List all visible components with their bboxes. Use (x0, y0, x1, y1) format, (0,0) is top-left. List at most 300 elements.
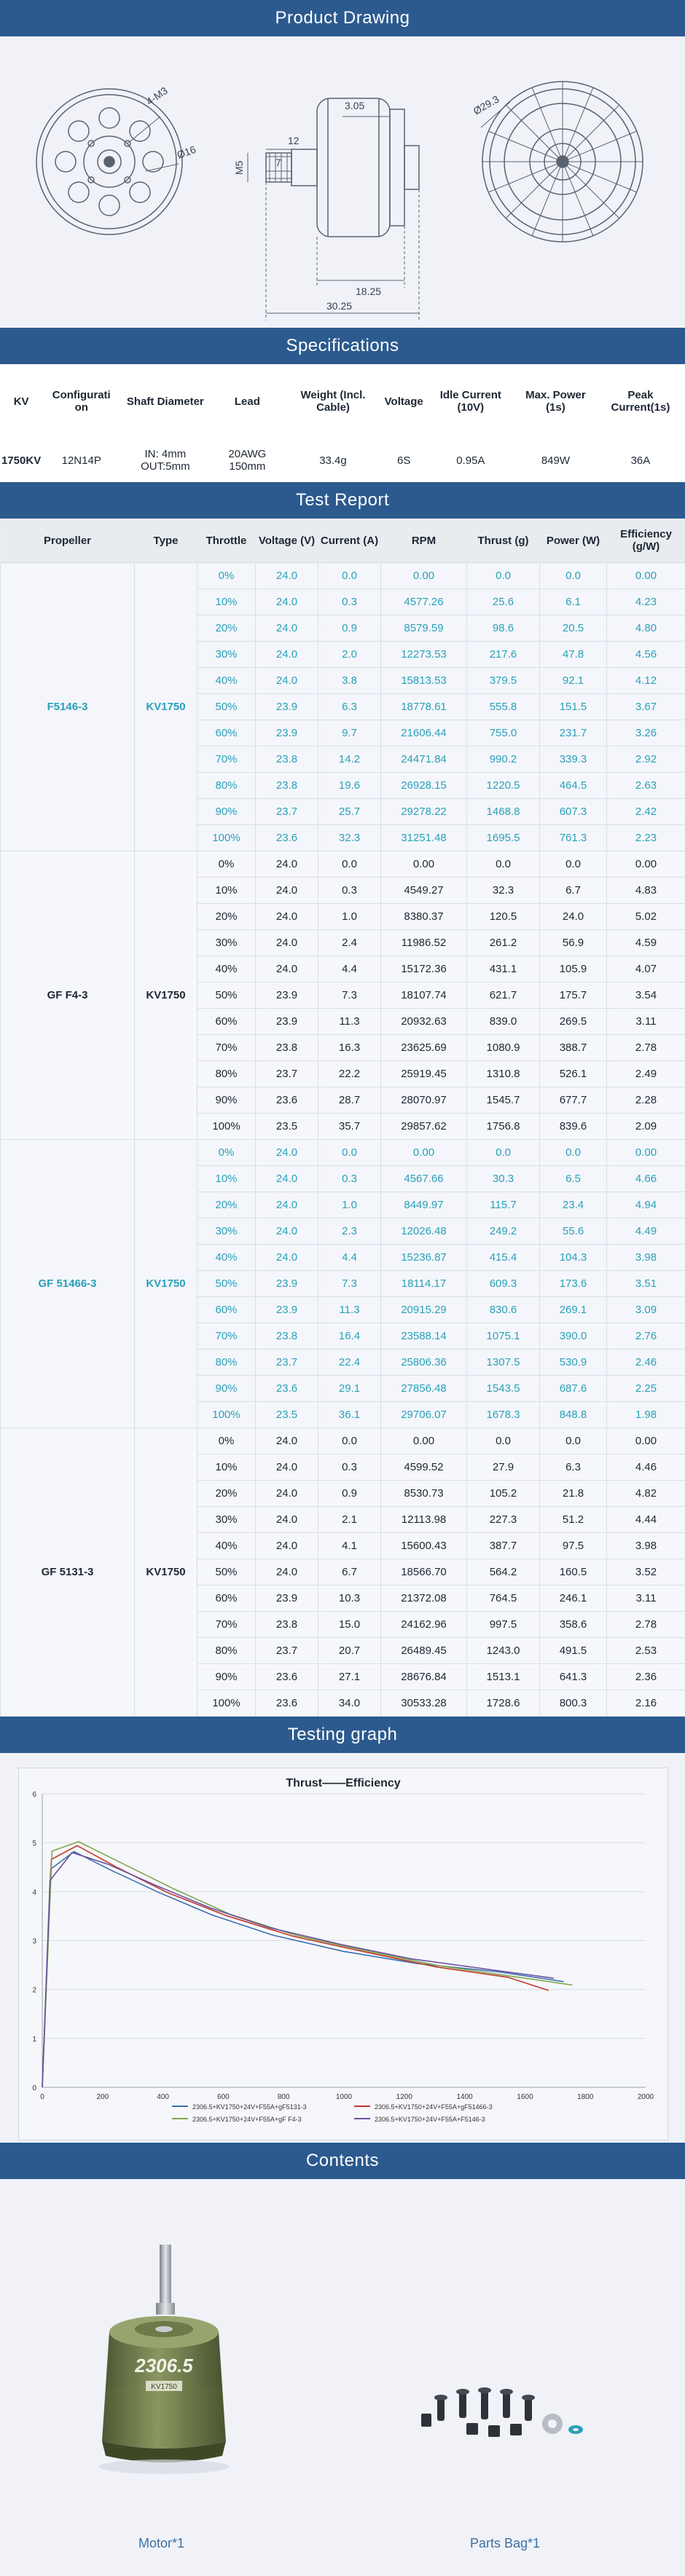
table-cell: 431.1 (467, 956, 540, 982)
table-cell: 5.02 (607, 904, 685, 930)
propeller-cell: GF F4-3 (1, 851, 135, 1140)
table-cell: 21606.44 (381, 720, 467, 747)
table-cell: 70% (197, 1612, 256, 1638)
table-cell: 14.2 (318, 747, 381, 773)
dim-305-label: 3.05 (345, 100, 364, 111)
table-cell: 0.0 (467, 1140, 540, 1166)
table-cell: 30.3 (467, 1166, 540, 1192)
table-cell: 2.76 (607, 1323, 685, 1350)
y-tick-label: 3 (32, 1938, 36, 1946)
table-cell: 4.80 (607, 615, 685, 642)
table-cell: 1310.8 (467, 1061, 540, 1087)
dim-3025-label: 30.25 (326, 300, 352, 312)
table-cell: 100% (197, 1402, 256, 1428)
table-cell: 0.9 (318, 1481, 381, 1507)
test-header-cell: Voltage (V) (256, 519, 318, 563)
table-cell: 4.59 (607, 930, 685, 956)
table-cell: 60% (197, 1297, 256, 1323)
table-cell: 3.09 (607, 1297, 685, 1323)
table-cell: 1756.8 (467, 1114, 540, 1140)
table-cell: 24.0 (256, 1533, 318, 1559)
table-cell: 23.8 (256, 1612, 318, 1638)
table-cell: 51.2 (540, 1507, 607, 1533)
table-cell: 70% (197, 1035, 256, 1061)
table-cell: 115.7 (467, 1192, 540, 1218)
table-cell: 120.5 (467, 904, 540, 930)
test-header-cell: Current (A) (318, 519, 381, 563)
table-cell: 10% (197, 589, 256, 615)
table-cell: 28.7 (318, 1087, 381, 1114)
table-cell: 22.4 (318, 1350, 381, 1376)
x-tick-label: 1600 (517, 2093, 533, 2101)
table-cell: 23.9 (256, 982, 318, 1009)
table-cell: 4.07 (607, 956, 685, 982)
legend-label: 2306.5+KV1750+24V+F55A+gF F4-3 (192, 2116, 302, 2123)
table-cell: 2.78 (607, 1035, 685, 1061)
table-cell: 1.0 (318, 904, 381, 930)
table-cell: 23.6 (256, 1087, 318, 1114)
table-cell: 27.9 (467, 1454, 540, 1481)
table-cell: 0% (197, 1428, 256, 1454)
table-cell: 1243.0 (467, 1638, 540, 1664)
table-cell: 12273.53 (381, 642, 467, 668)
test-header-cell: Propeller (1, 519, 135, 563)
table-cell: 1.98 (607, 1402, 685, 1428)
table-cell: 848.8 (540, 1402, 607, 1428)
table-cell: 1468.8 (467, 799, 540, 825)
table-cell: 26928.15 (381, 773, 467, 799)
table-cell: 0.0 (467, 1428, 540, 1454)
table-cell: 6.3 (540, 1454, 607, 1481)
table-cell: 1678.3 (467, 1402, 540, 1428)
x-tick-label: 800 (278, 2093, 290, 2101)
dim-m5-label: M5 (233, 160, 245, 175)
table-cell: 0.0 (318, 1428, 381, 1454)
table-cell: 1075.1 (467, 1323, 540, 1350)
dim-bolt-label: 4-M3 (144, 84, 170, 108)
table-cell: 56.9 (540, 930, 607, 956)
legend-label: 2306.5+KV1750+24V+F55A+gF5131-3 (192, 2103, 307, 2111)
table-cell: 231.7 (540, 720, 607, 747)
table-cell: 80% (197, 1350, 256, 1376)
table-cell: 40% (197, 1245, 256, 1271)
table-cell: 6.1 (540, 589, 607, 615)
table-cell: 24.0 (256, 1428, 318, 1454)
table-cell: 24.0 (256, 904, 318, 930)
table-cell: 90% (197, 1087, 256, 1114)
motor-back-view (481, 82, 643, 242)
table-cell: 30% (197, 642, 256, 668)
table-cell: 20% (197, 615, 256, 642)
table-cell: 23.8 (256, 1035, 318, 1061)
table-cell: 21.8 (540, 1481, 607, 1507)
x-tick-label: 0 (40, 2093, 44, 2101)
table-cell: 830.6 (467, 1297, 540, 1323)
table-cell: 390.0 (540, 1323, 607, 1350)
table-cell: 20% (197, 1192, 256, 1218)
table-cell: 0.00 (381, 851, 467, 878)
table-cell: 4599.52 (381, 1454, 467, 1481)
table-cell: 97.5 (540, 1533, 607, 1559)
table-cell: 621.7 (467, 982, 540, 1009)
table-cell: 12113.98 (381, 1507, 467, 1533)
table-cell: 4567.66 (381, 1166, 467, 1192)
table-cell: 2.1 (318, 1507, 381, 1533)
spec-header: Max. Power (1s) (515, 364, 596, 438)
table-cell: 60% (197, 1586, 256, 1612)
section-banner-graph (0, 1717, 685, 1753)
table-cell: 7.3 (318, 982, 381, 1009)
spec-value: 6S (382, 438, 426, 482)
table-cell: 25919.45 (381, 1061, 467, 1087)
spec-value: 1750KV (0, 438, 42, 482)
table-cell: 2.53 (607, 1638, 685, 1664)
table-cell: 32.3 (467, 878, 540, 904)
section-title: Specifications (286, 336, 399, 356)
table-cell: 47.8 (540, 642, 607, 668)
table-cell: 2.28 (607, 1087, 685, 1114)
type-cell: KV1750 (135, 1428, 197, 1717)
table-cell: 23.7 (256, 1638, 318, 1664)
table-cell: 23.6 (256, 1376, 318, 1402)
table-cell: 24162.96 (381, 1612, 467, 1638)
table-cell: 800.3 (540, 1690, 607, 1717)
table-cell: 160.5 (540, 1559, 607, 1586)
table-cell: 2.0 (318, 642, 381, 668)
spec-value: 20AWG 150mm (210, 438, 284, 482)
table-cell: 20.5 (540, 615, 607, 642)
table-cell: 20.7 (318, 1638, 381, 1664)
table-cell: 4.1 (318, 1533, 381, 1559)
table-row (1, 563, 685, 589)
table-cell: 98.6 (467, 615, 540, 642)
table-cell: 25.6 (467, 589, 540, 615)
table-cell: 24.0 (256, 615, 318, 642)
table-cell: 70% (197, 1323, 256, 1350)
table-cell: 23.9 (256, 1009, 318, 1035)
table-cell: 29706.07 (381, 1402, 467, 1428)
table-cell: 90% (197, 1664, 256, 1690)
table-cell: 4.23 (607, 589, 685, 615)
table-cell: 18114.17 (381, 1271, 467, 1297)
table-cell: 24.0 (256, 1166, 318, 1192)
table-cell: 50% (197, 1559, 256, 1586)
table-cell: 80% (197, 1638, 256, 1664)
table-cell: 30% (197, 1218, 256, 1245)
table-cell: 3.98 (607, 1245, 685, 1271)
table-cell: 3.11 (607, 1009, 685, 1035)
propeller-cell: GF 5131-3 (1, 1428, 135, 1717)
spec-value: IN: 4mm OUT:5mm (120, 438, 210, 482)
table-cell: 4577.26 (381, 589, 467, 615)
dim-12-label: 12 (288, 135, 300, 146)
table-cell: 60% (197, 1009, 256, 1035)
table-cell: 0.00 (607, 563, 685, 589)
table-cell: 21372.08 (381, 1586, 467, 1612)
spec-header: Weight (Incl. Cable) (284, 364, 381, 438)
table-cell: 388.7 (540, 1035, 607, 1061)
x-tick-label: 1200 (396, 2093, 413, 2101)
table-cell: 0.00 (381, 1140, 467, 1166)
table-cell: 24.0 (256, 1454, 318, 1481)
table-cell: 10.3 (318, 1586, 381, 1612)
section-title: Contents (306, 2151, 379, 2171)
table-cell: 24.0 (256, 563, 318, 589)
table-cell: 7.3 (318, 1271, 381, 1297)
spec-value: 0.95A (426, 438, 515, 482)
dim-7-label: 7 (275, 157, 281, 168)
propeller-cell: F5146-3 (1, 563, 135, 851)
x-tick-label: 1800 (577, 2093, 594, 2101)
table-cell: 50% (197, 694, 256, 720)
table-cell: 18107.74 (381, 982, 467, 1009)
table-cell: 0.9 (318, 615, 381, 642)
table-cell: 100% (197, 825, 256, 851)
legend-label: 2306.5+KV1750+24V+F55A+gF51466-3 (375, 2103, 493, 2111)
x-tick-label: 1400 (456, 2093, 473, 2101)
table-cell: 3.98 (607, 1533, 685, 1559)
section-banner-test (0, 482, 685, 519)
parts-caption: Parts Bag*1 (470, 2536, 540, 2551)
motor-print: 2306.5 (134, 2355, 193, 2376)
table-cell: 0.00 (381, 1428, 467, 1454)
type-cell: KV1750 (135, 1140, 197, 1428)
table-cell: 755.0 (467, 720, 540, 747)
table-cell: 24.0 (256, 1481, 318, 1507)
table-cell: 4.83 (607, 878, 685, 904)
table-cell: 23.7 (256, 1350, 318, 1376)
table-cell: 0% (197, 851, 256, 878)
x-tick-label: 200 (96, 2093, 109, 2101)
spec-header: Lead (210, 364, 284, 438)
table-cell: 18566.70 (381, 1559, 467, 1586)
table-cell: 90% (197, 1376, 256, 1402)
y-tick-label: 5 (32, 1840, 36, 1848)
table-cell: 80% (197, 1061, 256, 1087)
table-cell: 3.26 (607, 720, 685, 747)
table-cell: 23.5 (256, 1114, 318, 1140)
table-row (1, 851, 685, 878)
table-cell: 30533.28 (381, 1690, 467, 1717)
table-cell: 839.0 (467, 1009, 540, 1035)
table-cell: 6.5 (540, 1166, 607, 1192)
testing-graph (0, 1753, 685, 2143)
table-cell: 15600.43 (381, 1533, 467, 1559)
spec-value: 12N14P (42, 438, 120, 482)
table-cell: 2.3 (318, 1218, 381, 1245)
table-cell: 11.3 (318, 1297, 381, 1323)
table-cell: 10% (197, 1454, 256, 1481)
table-cell: 1513.1 (467, 1664, 540, 1690)
table-cell: 0.0 (540, 563, 607, 589)
table-cell: 0.0 (467, 851, 540, 878)
table-cell: 0% (197, 1140, 256, 1166)
y-tick-label: 1 (32, 2036, 36, 2044)
table-cell: 2.46 (607, 1350, 685, 1376)
y-tick-label: 0 (32, 2084, 36, 2092)
table-cell: 2.09 (607, 1114, 685, 1140)
table-cell: 24.0 (256, 956, 318, 982)
table-cell: 2.25 (607, 1376, 685, 1402)
table-cell: 40% (197, 956, 256, 982)
table-cell: 4.46 (607, 1454, 685, 1481)
table-cell: 20915.29 (381, 1297, 467, 1323)
table-cell: 31251.48 (381, 825, 467, 851)
table-cell: 35.7 (318, 1114, 381, 1140)
motor-side-view (248, 98, 419, 320)
table-cell: 23.8 (256, 1323, 318, 1350)
table-cell: 839.6 (540, 1114, 607, 1140)
table-cell: 261.2 (467, 930, 540, 956)
table-cell: 40% (197, 1533, 256, 1559)
table-cell: 25806.36 (381, 1350, 467, 1376)
table-cell: 24.0 (256, 1140, 318, 1166)
table-cell: 4.56 (607, 642, 685, 668)
table-cell: 20% (197, 1481, 256, 1507)
table-cell: 4.44 (607, 1507, 685, 1533)
test-header-cell: RPM (381, 519, 467, 563)
table-cell: 6.3 (318, 694, 381, 720)
motor-image (98, 2245, 230, 2474)
table-cell: 8579.59 (381, 615, 467, 642)
table-cell: 0.0 (540, 851, 607, 878)
spec-header: Voltage (382, 364, 426, 438)
contents-svg (0, 2179, 685, 2576)
dim-1825-label: 18.25 (356, 285, 381, 297)
table-cell: 4.12 (607, 668, 685, 694)
table-cell: 761.3 (540, 825, 607, 851)
table-cell: 1543.5 (467, 1376, 540, 1402)
drawing-svg (0, 36, 685, 328)
table-row (1, 1428, 685, 1454)
table-cell: 70% (197, 747, 256, 773)
test-header-cell: Thrust (g) (467, 519, 540, 563)
table-cell: 23.9 (256, 720, 318, 747)
table-cell: 2.4 (318, 930, 381, 956)
table-cell: 175.7 (540, 982, 607, 1009)
table-cell: 34.0 (318, 1690, 381, 1717)
table-cell: 4.94 (607, 1192, 685, 1218)
table-cell: 2.36 (607, 1664, 685, 1690)
table-cell: 23625.69 (381, 1035, 467, 1061)
spec-header: Idle Current (10V) (426, 364, 515, 438)
table-cell: 60% (197, 720, 256, 747)
table-cell: 24.0 (256, 642, 318, 668)
table-cell: 641.3 (540, 1664, 607, 1690)
table-cell: 464.5 (540, 773, 607, 799)
test-report-table (0, 519, 685, 1717)
test-header-cell: Throttle (197, 519, 256, 563)
table-cell: 0.00 (607, 851, 685, 878)
table-cell: 217.6 (467, 642, 540, 668)
table-cell: 1695.5 (467, 825, 540, 851)
table-cell: 609.3 (467, 1271, 540, 1297)
table-cell: 997.5 (467, 1612, 540, 1638)
dim-bell-label: Ø29.3 (471, 93, 501, 117)
table-cell: 24.0 (256, 1218, 318, 1245)
table-cell: 105.9 (540, 956, 607, 982)
test-header-row (1, 519, 685, 563)
table-cell: 100% (197, 1690, 256, 1717)
table-cell: 677.7 (540, 1087, 607, 1114)
table-cell: 3.8 (318, 668, 381, 694)
section-title: Testing graph (288, 1725, 398, 1745)
table-cell: 2.49 (607, 1061, 685, 1087)
table-cell: 6.7 (318, 1559, 381, 1586)
spec-header: Configurati on (42, 364, 120, 438)
efficiency-chart (19, 1768, 668, 2140)
table-row (1, 1140, 685, 1166)
table-cell: 11986.52 (381, 930, 467, 956)
table-cell: 339.3 (540, 747, 607, 773)
table-cell: 24.0 (256, 851, 318, 878)
table-cell: 269.1 (540, 1297, 607, 1323)
spec-header: Shaft Diameter (120, 364, 210, 438)
table-cell: 173.6 (540, 1271, 607, 1297)
table-cell: 3.52 (607, 1559, 685, 1586)
table-cell: 24.0 (256, 1245, 318, 1271)
table-cell: 29.1 (318, 1376, 381, 1402)
motor-print-sub: KV1750 (151, 2383, 177, 2391)
table-cell: 1.0 (318, 1192, 381, 1218)
table-cell: 4.66 (607, 1166, 685, 1192)
x-tick-label: 600 (217, 2093, 230, 2101)
table-cell: 269.5 (540, 1009, 607, 1035)
motor-caption: Motor*1 (138, 2536, 184, 2551)
type-cell: KV1750 (135, 563, 197, 851)
section-title: Test Report (296, 490, 389, 511)
table-cell: 104.3 (540, 1245, 607, 1271)
table-cell: 28070.97 (381, 1087, 467, 1114)
series-line (42, 1846, 549, 2087)
spec-table (0, 364, 685, 482)
table-cell: 23.8 (256, 773, 318, 799)
table-cell: 24.0 (256, 1507, 318, 1533)
table-cell: 10% (197, 878, 256, 904)
table-cell: 29857.62 (381, 1114, 467, 1140)
legend-label: 2306.5+KV1750+24V+F55A+F5146-3 (375, 2116, 485, 2123)
table-cell: 0.0 (540, 1428, 607, 1454)
table-cell: 491.5 (540, 1638, 607, 1664)
table-cell: 90% (197, 799, 256, 825)
table-cell: 4.49 (607, 1218, 685, 1245)
table-cell: 16.3 (318, 1035, 381, 1061)
table-cell: 3.11 (607, 1586, 685, 1612)
y-tick-label: 2 (32, 1987, 36, 1995)
table-cell: 50% (197, 1271, 256, 1297)
table-cell: 0.0 (467, 563, 540, 589)
table-cell: 0.3 (318, 1166, 381, 1192)
dim-hub-label: Ø16 (176, 143, 198, 161)
table-cell: 40% (197, 668, 256, 694)
table-cell: 23.6 (256, 1690, 318, 1717)
table-cell: 1545.7 (467, 1087, 540, 1114)
product-drawing (0, 36, 685, 328)
chart-card (18, 1768, 668, 2140)
table-cell: 23.9 (256, 1297, 318, 1323)
table-cell: 12026.48 (381, 1218, 467, 1245)
table-cell: 151.5 (540, 694, 607, 720)
table-cell: 24471.84 (381, 747, 467, 773)
table-cell: 0.0 (318, 851, 381, 878)
test-header-cell: Power (W) (540, 519, 607, 563)
table-cell: 100% (197, 1114, 256, 1140)
table-cell: 23.8 (256, 747, 318, 773)
table-cell: 15236.87 (381, 1245, 467, 1271)
table-cell: 3.54 (607, 982, 685, 1009)
table-cell: 415.4 (467, 1245, 540, 1271)
table-cell: 764.5 (467, 1586, 540, 1612)
